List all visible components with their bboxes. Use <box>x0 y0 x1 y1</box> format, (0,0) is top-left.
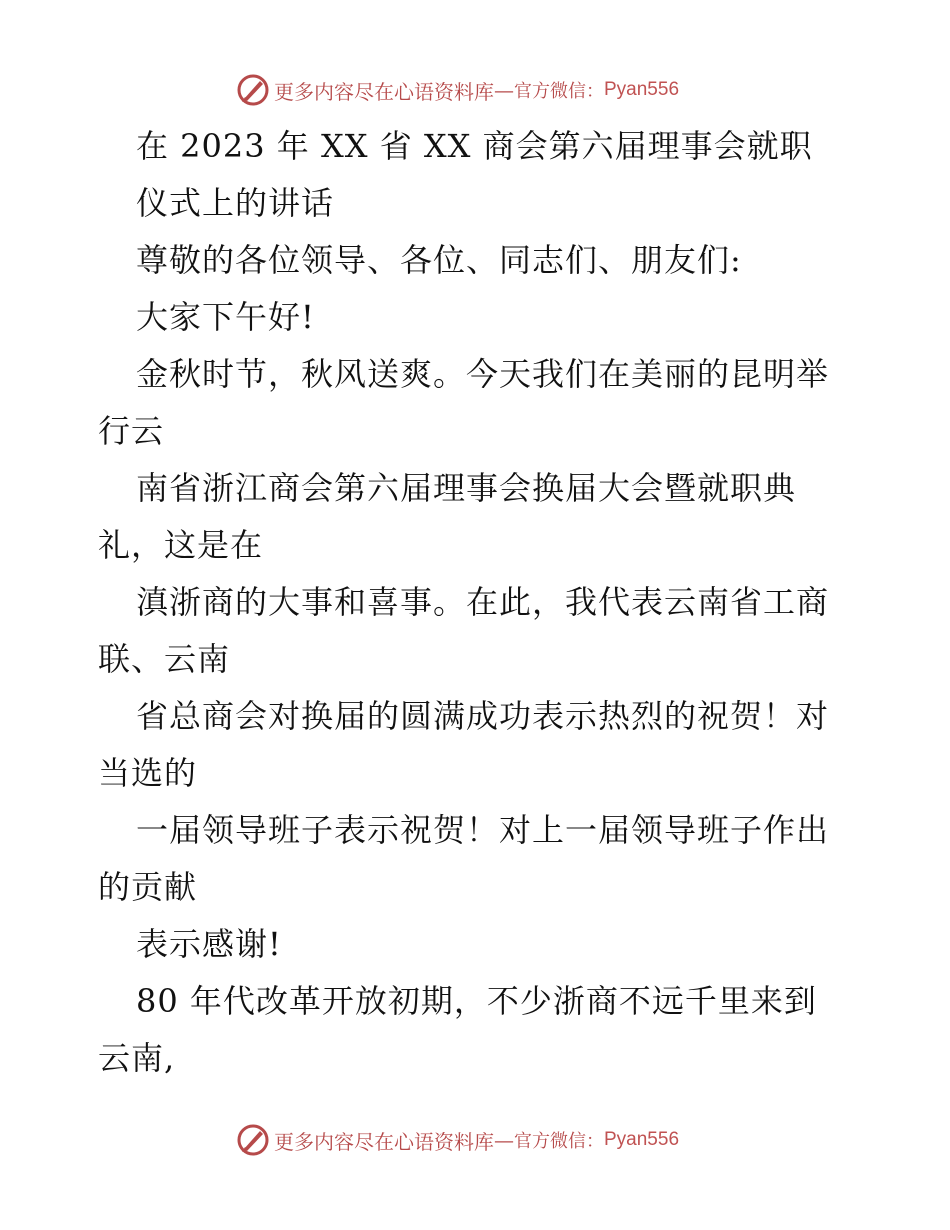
text-line: 80 年代改革开放初期，不少浙商不远千里来到 <box>136 982 817 1020</box>
banner-separator: — <box>494 78 514 102</box>
document-body <box>98 118 898 1087</box>
text-line: 表示感谢! <box>136 925 282 963</box>
text-line: 在 2023 年 XX 省 XX 商会第六届理事会就职 <box>136 127 813 165</box>
text-line: 仪式上的讲话 <box>136 184 335 222</box>
footer-banner <box>236 1120 679 1160</box>
text-line: 省总商会对换届的圆满成功表示热烈的祝贺！对 <box>136 697 830 735</box>
text-line: 滇浙商的大事和喜事。在此，我代表云南省工商 <box>136 583 830 621</box>
banner-wechat-label: 官方微信： <box>514 81 604 102</box>
banner-wechat-id: Pyan556 <box>604 79 680 100</box>
text-line: 行云 <box>98 412 165 450</box>
text-line: 礼，这是在 <box>98 526 264 564</box>
text-line: 南省浙江商会第六届理事会换届大会暨就职典 <box>136 469 797 507</box>
text-line: 的贡献 <box>98 868 198 906</box>
quill-logo-icon <box>236 73 270 107</box>
text-line: 尊敬的各位领导、各位、同志们、朋友们: <box>136 241 742 279</box>
text-line: 大家下午好! <box>136 298 315 336</box>
text-line: 一届领导班子表示祝贺！对上一届领导班子作出 <box>136 811 830 849</box>
banner-title: 更多内容尽在心语资料库 <box>274 1129 494 1154</box>
text-line: 当选的 <box>98 754 198 792</box>
header-banner <box>236 70 679 110</box>
text-line: 云南, <box>98 1039 176 1077</box>
text-line: 联、云南 <box>98 640 231 678</box>
quill-logo-icon <box>236 1123 270 1157</box>
banner-wechat-label: 官方微信： <box>514 1131 604 1152</box>
banner-title: 更多内容尽在心语资料库 <box>274 79 494 104</box>
text-line: 金秋时节，秋风送爽。今天我们在美丽的昆明举 <box>136 355 830 393</box>
banner-wechat-id: Pyan556 <box>604 1129 680 1150</box>
banner-separator: — <box>494 1128 514 1152</box>
